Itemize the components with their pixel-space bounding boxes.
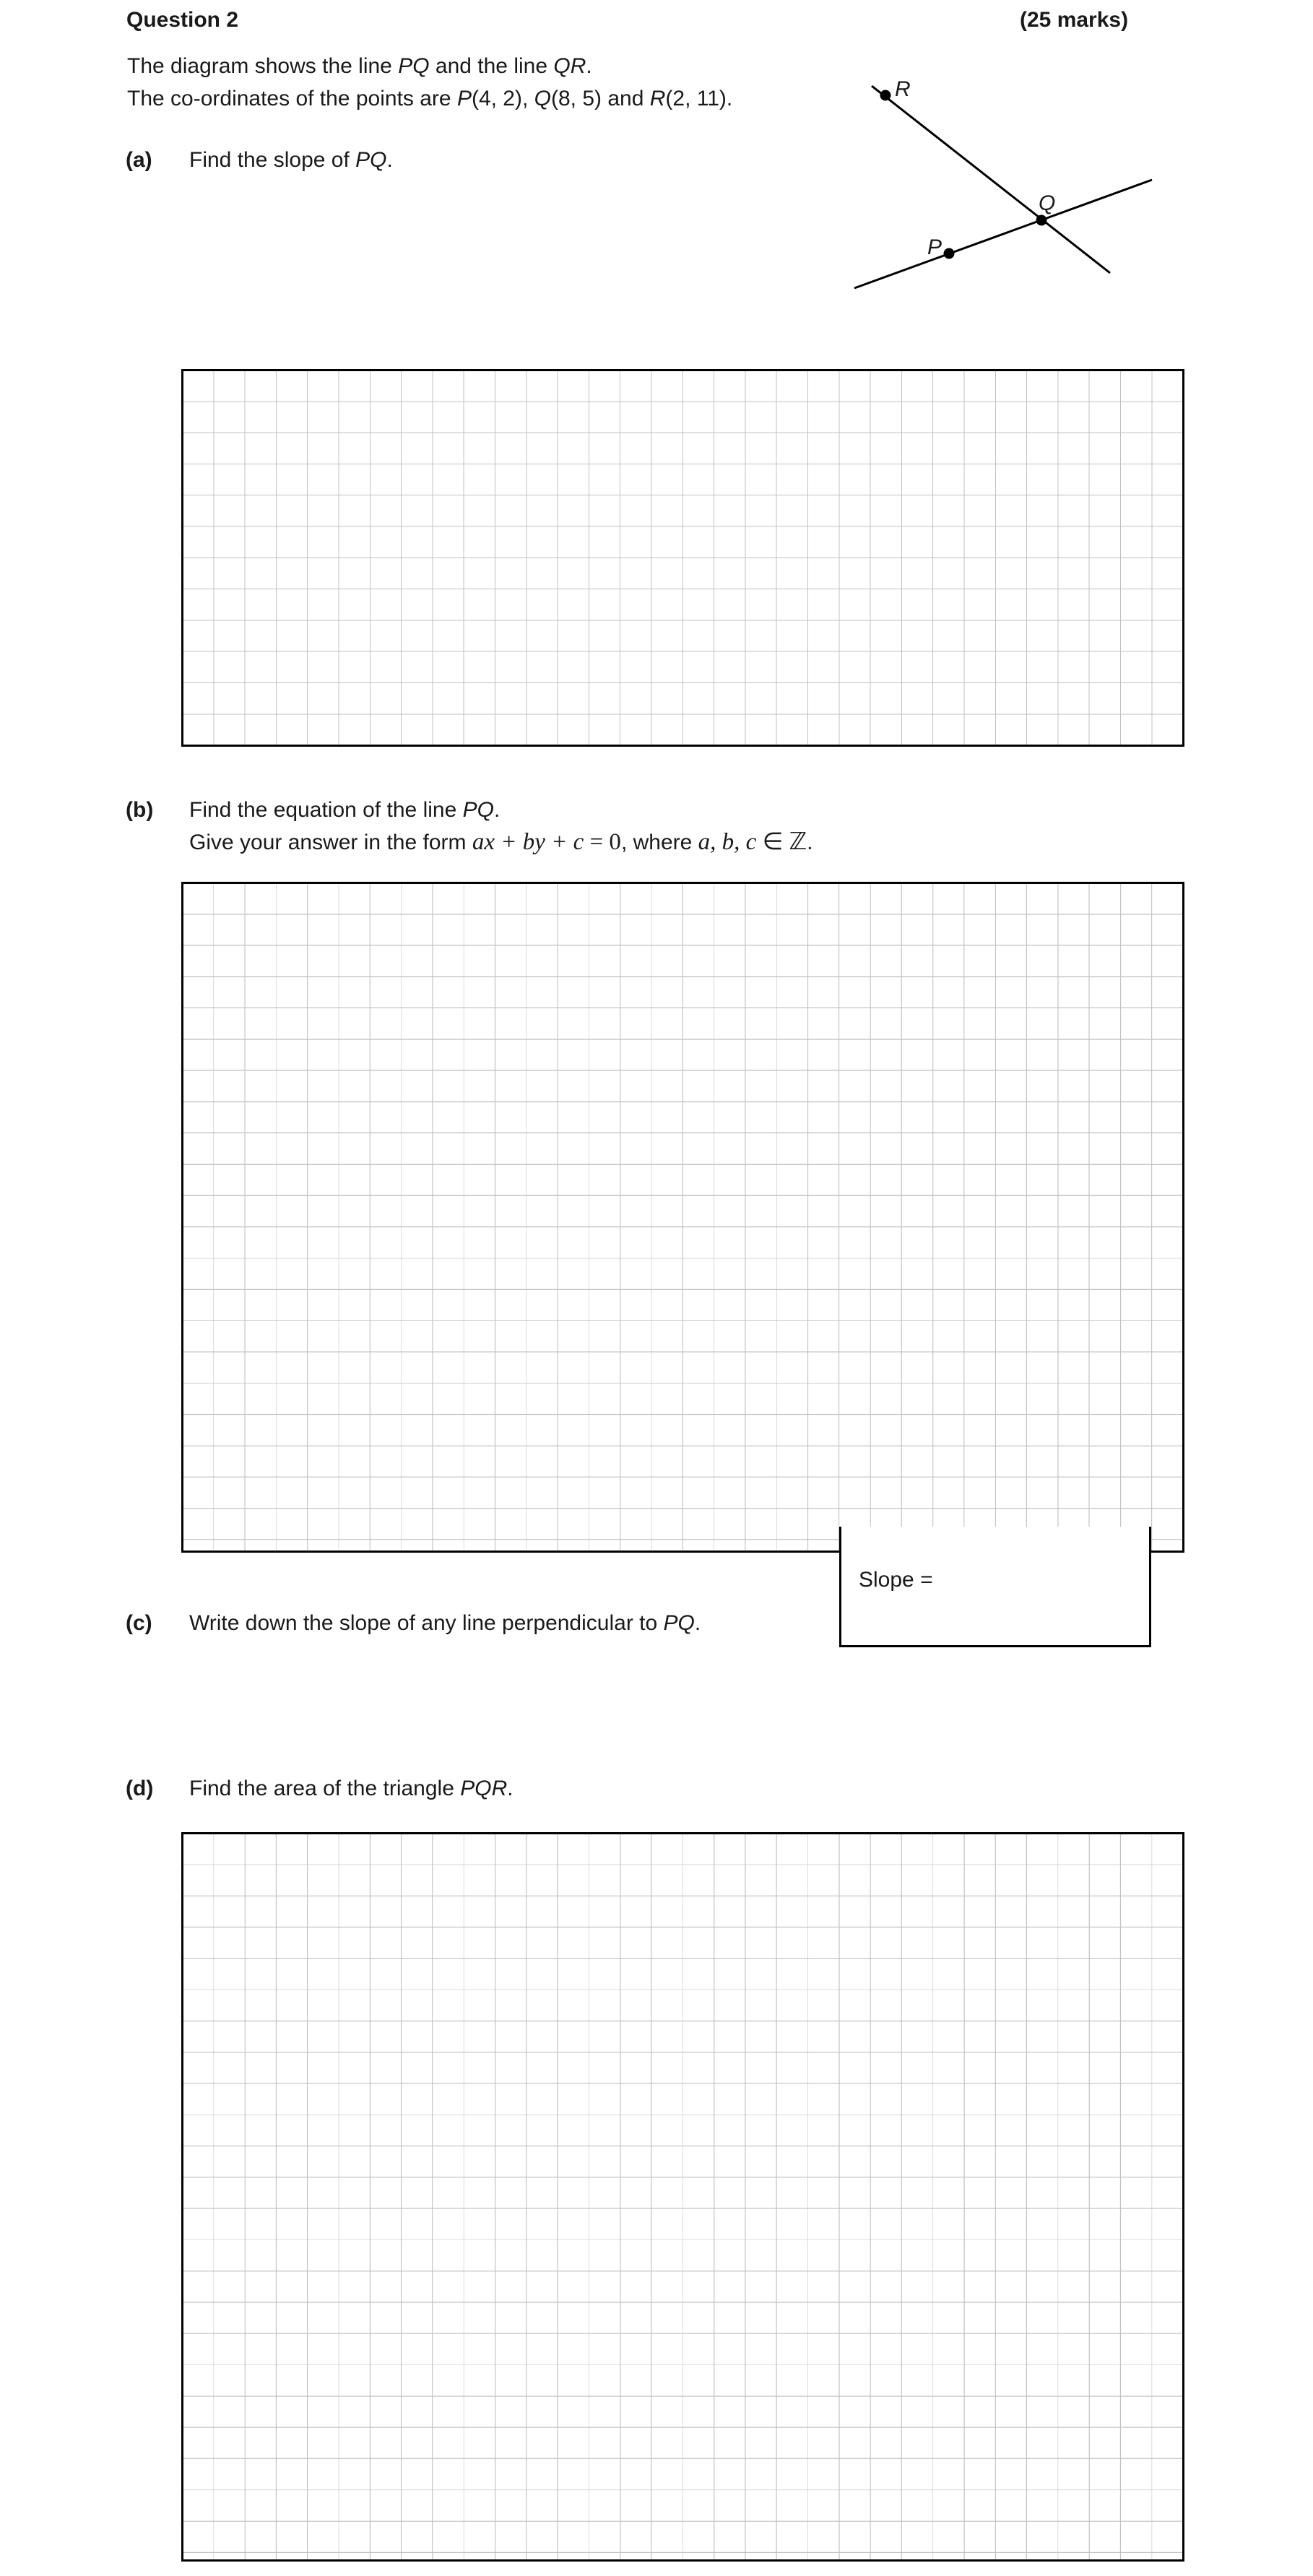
question-text: . <box>807 831 813 854</box>
intro-text: and the line <box>429 54 554 78</box>
part-c-label: (c) <box>126 1611 152 1635</box>
question-text: , where <box>620 831 698 854</box>
point-p-coords: (4, 2), <box>471 87 534 110</box>
equation-form: ax + by + c <box>472 829 584 855</box>
part-d-label: (d) <box>126 1777 154 1800</box>
line-pq-ref: PQ <box>398 54 430 78</box>
line-pq-ref: PQ <box>462 798 494 822</box>
marks-label: (25 marks) <box>1020 8 1129 32</box>
integers-set-symbol: ℤ <box>789 829 807 855</box>
integer-variables: a, b, c <box>698 829 757 855</box>
part-c-question <box>189 1610 701 1636</box>
point-p-ref: P <box>456 87 472 110</box>
point-p-label: P <box>927 235 942 259</box>
answer-grid-d[interactable] <box>181 1832 1184 2562</box>
question-text: Write down the slope of any line perpendicular to <box>189 1611 664 1635</box>
part-d-question <box>189 1776 514 1802</box>
point-q-ref: Q <box>534 87 551 110</box>
point-q-coords: (8, 5) and <box>551 87 650 110</box>
part-b-label: (b) <box>126 798 154 822</box>
point-p-dot <box>944 248 955 259</box>
slope-answer-label: Slope = <box>859 1568 933 1592</box>
answer-grid-b[interactable] <box>181 882 1184 1553</box>
question-title: Question 2 <box>126 8 239 32</box>
intro-text: . <box>586 54 592 78</box>
part-a-label: (a) <box>126 148 152 172</box>
question-text: Find the slope of <box>189 148 356 172</box>
part-b-question-line-2 <box>189 829 812 856</box>
equation-equals-zero: = 0 <box>584 829 621 855</box>
point-r-ref: R <box>649 87 666 110</box>
line-pq-ref: PQ <box>663 1611 695 1635</box>
line-qr <box>872 86 1110 273</box>
intro-text: The diagram shows the line <box>127 54 399 78</box>
question-text: . <box>493 798 500 822</box>
part-b-question-line-1 <box>189 797 500 823</box>
part-a-question <box>189 147 393 173</box>
intro-text: The co-ordinates of the points are <box>127 87 457 110</box>
point-q-dot <box>1036 215 1047 226</box>
element-of-symbol: ∈ <box>756 829 789 855</box>
line-pq-ref: PQ <box>355 148 387 172</box>
answer-grid-a[interactable] <box>181 369 1184 747</box>
point-r-coords: (2, 11). <box>665 87 733 110</box>
question-text: . <box>386 148 393 172</box>
triangle-pqr-ref: PQR <box>460 1777 508 1800</box>
question-text: Find the area of the triangle <box>189 1777 461 1800</box>
slope-answer-box[interactable] <box>839 1527 1151 1647</box>
point-r-label: R <box>895 77 911 101</box>
point-r-dot <box>880 90 891 101</box>
question-text: Give your answer in the form <box>189 831 472 854</box>
question-text: Find the equation of the line <box>189 798 463 822</box>
line-qr-ref: QR <box>553 54 586 78</box>
point-q-label: Q <box>1039 191 1056 215</box>
question-text: . <box>694 1611 701 1635</box>
question-text: . <box>507 1777 514 1800</box>
